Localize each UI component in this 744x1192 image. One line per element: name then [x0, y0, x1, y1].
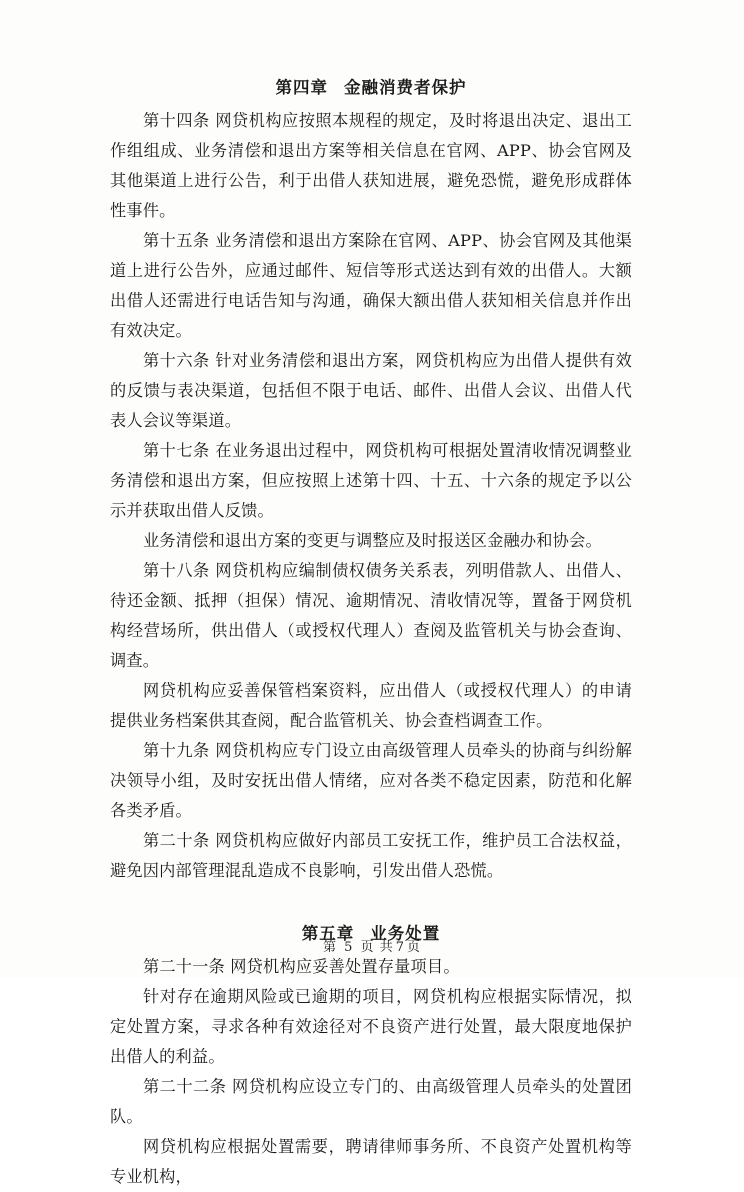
footer-suffix: 页: [406, 940, 421, 955]
document-body: [110, 70, 632, 1192]
article-19: 第十九条 网贷机构应专门设立由高级管理人员牵头的协商与纠纷解决领导小组，及时安抚出借人情绪，应对各类不稳定因素，防范和化解各类矛盾。: [110, 741, 632, 820]
article-21-addendum: 针对存在逾期风险或已逾期的项目，网贷机构应根据实际情况，拟定处置方案，寻求各种有效途径对不良资产进行处置，最大限度地保护出借人的利益。: [110, 987, 632, 1066]
chapter-4-heading: 金融消费者保护: [344, 78, 467, 97]
article-20: 第二十条 网贷机构应做好内部员工安抚工作，维护员工合法权益，避免因内部管理混乱造成不良影响，引发出借人恐慌。: [110, 831, 632, 880]
article-22-addendum: 网贷机构应根据处置需要，聘请律师事务所、不良资产处置机构等专业机构，: [110, 1137, 632, 1186]
chapter-4-number: 第四章: [275, 78, 328, 97]
article-17: 第十七条 在业务退出过程中，网贷机构可根据处置清收情况调整业务清偿和退出方案，但应按照上述第十四、十五、十六条的规定予以公示并获取出借人反馈。: [110, 441, 632, 520]
article-16: 第十六条 针对业务清偿和退出方案，网贷机构应为出借人提供有效的反馈与表决渠道，包括但不限于电话、邮件、出借人会议、出借人代表人会议等渠道。: [110, 351, 632, 430]
article-18: 第十八条 网贷机构应编制债权债务关系表，列明借款人、出借人、待还金额、抵押（担保）情况、逾期情况、清收情况等，置备于网贷机构经营场所，供出借人（或授权代理人）查阅及监管机关与协会查询、调查。: [110, 561, 632, 670]
article-17-addendum: 业务清偿和退出方案的变更与调整应及时报送区金融办和协会。: [143, 531, 602, 550]
article-18-addendum: 网贷机构应妥善保管档案资料，应出借人（或授权代理人）的申请提供业务档案供其查阅，配合监管机关、协会查档调查工作。: [110, 681, 632, 730]
chapter-5-heading: 业务处置: [370, 924, 441, 943]
footer-prefix: 第: [322, 940, 337, 955]
footer-page-number: 5: [344, 940, 354, 955]
page-footer: [0, 936, 744, 955]
footer-mid: 页 共: [360, 940, 394, 955]
chapter-4-title: [110, 70, 632, 106]
footer-total-pages: 7: [395, 940, 405, 955]
chapter-5-number: 第五章: [301, 924, 355, 943]
article-22: 第二十二条 网贷机构应设立专门的、由高级管理人员牵头的处置团队。: [110, 1077, 632, 1126]
article-15: 第十五条 业务清偿和退出方案除在官网、APP、协会官网及其他渠道上进行公告外，应通过邮件、短信等形式送达到有效的出借人。大额出借人还需进行电话告知与沟通，确保大额出借人获知相关信息并作出有效决定。: [110, 231, 632, 340]
article-14: 第十四条 网贷机构应按照本规程的规定，及时将退出决定、退出工作组组成、业务清偿和退出方案等相关信息在官网、APP、协会官网及其他渠道上进行公告，利于出借人获知进展，避免恐慌，避免形成群体性事件。: [110, 111, 632, 220]
article-21: 第二十一条 网贷机构应妥善处置存量项目。: [143, 957, 460, 976]
